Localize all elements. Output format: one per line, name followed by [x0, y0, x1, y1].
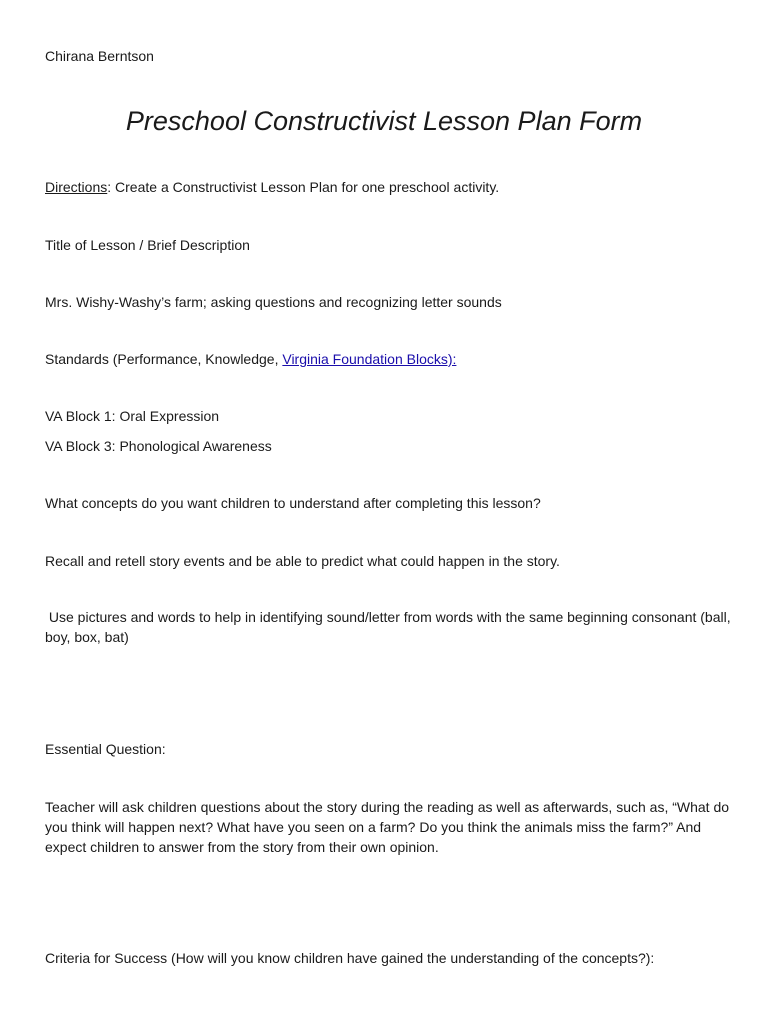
directions-text: : Create a Constructivist Lesson Plan for one preschool activity.	[107, 179, 500, 195]
criteria-label: Criteria for Success (How will you know children have gained the understanding of the concepts?):	[45, 950, 655, 966]
standard-block-3: VA Block 3: Phonological Awareness	[45, 438, 272, 454]
virginia-foundation-blocks-link[interactable]: Virginia Foundation Blocks):	[282, 351, 457, 367]
author-name: Chirana Berntson	[45, 48, 154, 64]
document-title: Preschool Constructivist Lesson Plan Form	[125, 106, 643, 136]
lesson-title-text: Mrs. Wishy-Washy’s farm; asking questions and recognizing letter sounds	[45, 294, 502, 310]
essential-question-label: Essential Question:	[45, 741, 166, 757]
essential-question-text: Teacher will ask children questions about the story during the reading as well as afterwards, such as, “What do you think will happen next? What have you seen on a farm? Do you think the animals miss the farm?” And expect children to answer from the story from their own opinion.	[45, 799, 730, 855]
directions-line	[45, 177, 499, 197]
concept-item-2: Use pictures and words to help in identifying sound/letter from words with the same beginning consonant (ball, boy, box, bat)	[45, 609, 735, 645]
concepts-question: What concepts do you want children to understand after completing this lesson?	[45, 495, 541, 511]
concept-item-1: Recall and retell story events and be able to predict what could happen in the story.	[45, 553, 560, 569]
standard-block-1: VA Block 1: Oral Expression	[45, 408, 220, 424]
lesson-title-label: Title of Lesson / Brief Description	[45, 237, 250, 253]
directions-label: Directions	[45, 179, 108, 195]
standards-line	[45, 349, 456, 369]
standards-label: Standards (Performance, Knowledge,	[45, 351, 283, 367]
